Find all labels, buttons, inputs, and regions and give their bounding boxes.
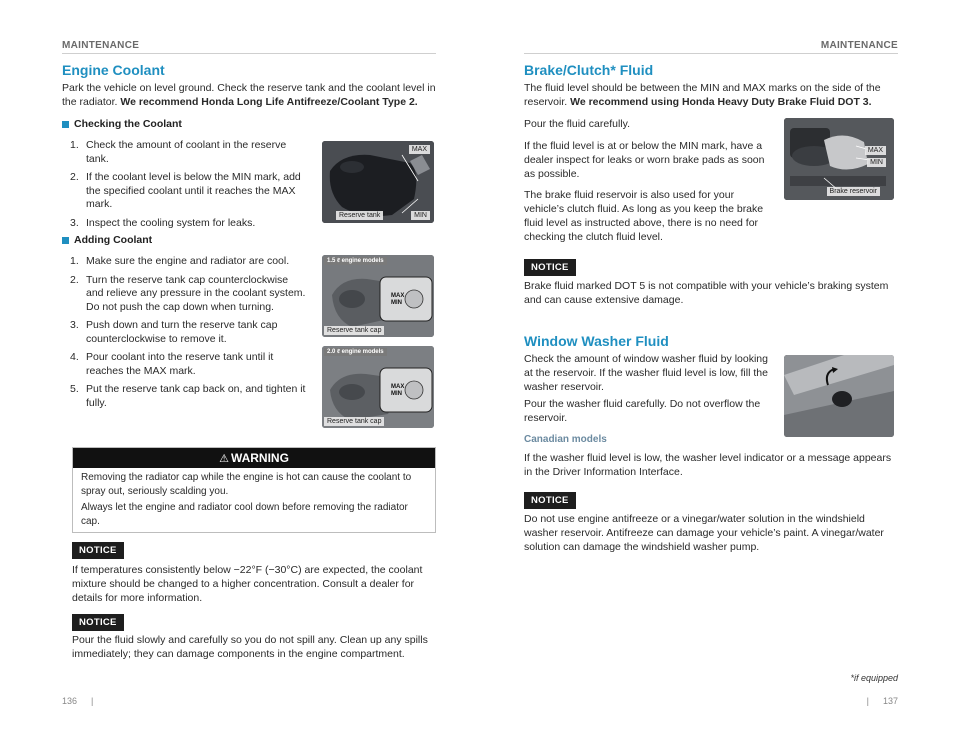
list-item: 3. Inspect the cooling system for leaks. xyxy=(70,216,256,229)
brake-clutch-text: The brake fluid reservoir is also used for your vehicle’s clutch fluid. As long as you keep the brake fluid level as instructed above, there is no need for checking the clutch fluid level. xyxy=(524,189,764,243)
warning-label: WARNING xyxy=(230,451,289,465)
engine-model-tag: 1.5 ℓ engine models xyxy=(324,257,387,265)
notice-badge: NOTICE xyxy=(524,492,576,509)
warning-text-1: Removing the radiator cap while the engine is hot can cause the coolant to spray out, seriously scalding you. xyxy=(81,472,412,497)
engine-coolant-title: Engine Coolant xyxy=(62,62,165,78)
reserve-tank-cap-illustration xyxy=(322,346,434,428)
brake-fluid-intro: The fluid level should be between the MIN and MAX marks on the side of the reservoir. We recommend using Honda Heavy Duty Brake Fluid DOT 3. xyxy=(524,82,881,108)
checking-coolant-heading: Checking the Coolant xyxy=(62,118,182,130)
washer-reservoir-illustration xyxy=(784,355,894,437)
notice-text-temperature: If temperatures consistently below −22°F (−30°C) are expected, the coolant mixture should be changed to a higher concentration. Consult a dealer for details for more information. xyxy=(72,564,423,604)
washer-reservoir-image xyxy=(784,355,894,437)
left-header-rule xyxy=(62,53,436,54)
reserve-tank-caption: Reserve tank xyxy=(336,211,383,220)
min-label: MIN xyxy=(867,158,886,167)
engine-model-tag: 2.0 ℓ engine models xyxy=(324,348,387,356)
warning-triangle-icon: ⚠ xyxy=(219,453,229,465)
list-item: 5. Put the reserve tank cap back on, and tighten it fully. xyxy=(70,383,306,409)
reserve-tank-cap-image-2 xyxy=(322,346,434,428)
section-bullet xyxy=(62,237,69,244)
list-item: 2. If the coolant level is below the MIN mark, add the specified coolant until it reaches the MAX mark. xyxy=(70,171,301,210)
reserve-tank-cap-illustration xyxy=(322,255,434,337)
min-label: MIN xyxy=(411,211,430,220)
reserve-tank-cap-caption: Reserve tank cap xyxy=(324,326,384,335)
brake-reservoir-caption: Brake reservoir xyxy=(827,187,880,196)
adding-steps-list xyxy=(62,255,306,415)
footnote: *if equipped xyxy=(850,673,898,683)
right-page-header: MAINTENANCE xyxy=(820,40,898,51)
brake-fluid-title: Brake/Clutch* Fluid xyxy=(524,62,654,78)
list-item: 4. Pour coolant into the reserve tank until it reaches the MAX mark. xyxy=(70,351,274,377)
engine-coolant-intro: Park the vehicle on level ground. Check the reserve tank and the coolant level in the radiator. We recommend Honda Long Life Antifreeze/Coolant Type 2. xyxy=(62,82,436,108)
washer-pour-text: Pour the washer fluid carefully. Do not overflow the reservoir. xyxy=(524,398,761,424)
checking-steps-list xyxy=(62,139,302,235)
notice-text-spills: Pour the fluid slowly and carefully so you do not spill any. Clean up any spills immediately; they can damage components in the engine compartment. xyxy=(72,634,428,660)
reserve-tank-image xyxy=(322,141,434,223)
max-label: MAX xyxy=(391,293,405,299)
notice-badge: NOTICE xyxy=(72,542,124,559)
list-item: 3. Push down and turn the reserve tank cap counterclockwise to remove it. xyxy=(70,319,278,345)
list-item: 2. Turn the reserve tank cap counterclockwise and relieve any pressure in the coolant system. Do not push the cap down when turning. xyxy=(70,273,306,313)
warning-text-2: Always let the engine and radiator cool down before removing the radiator cap. xyxy=(81,502,408,527)
max-label: MAX xyxy=(409,145,430,154)
left-page-number: 136 | xyxy=(62,696,94,706)
warning-header xyxy=(73,448,435,468)
max-label: MAX xyxy=(391,384,405,390)
min-label: MIN xyxy=(391,391,402,397)
brake-pour-carefully: Pour the fluid carefully. xyxy=(524,118,631,130)
brake-reservoir-image xyxy=(784,118,894,200)
right-page-number: | 137 xyxy=(866,696,898,706)
reserve-tank-cap-caption: Reserve tank cap xyxy=(324,417,384,426)
notice-text-dot5: Brake fluid marked DOT 5 is not compatible with your vehicle’s braking system and can cause extensive damage. xyxy=(524,280,889,306)
max-label: MAX xyxy=(865,146,886,155)
list-item: 1. Make sure the engine and radiator are cool. xyxy=(70,255,290,267)
min-label: MIN xyxy=(391,300,402,306)
canadian-models-label: Canadian models xyxy=(524,434,607,445)
notice-badge: NOTICE xyxy=(72,614,124,631)
warning-box xyxy=(72,447,436,533)
right-header-rule xyxy=(524,53,898,54)
washer-indicator-text: If the washer fluid level is low, the washer level indicator or a message appears in the Driver Information Interface. xyxy=(524,452,892,478)
list-item: 1. Check the amount of coolant in the reserve tank. xyxy=(70,139,287,165)
adding-coolant-heading: Adding Coolant xyxy=(62,234,152,246)
section-bullet xyxy=(62,121,69,128)
left-page-header: MAINTENANCE xyxy=(62,40,140,51)
notice-text-antifreeze: Do not use engine antifreeze or a vinegar/water solution in the windshield washer reservoir. Antifreeze can damage your vehicle’s paint. A vinegar/water solution can damage the windshield washer pump. xyxy=(524,513,884,553)
window-washer-title: Window Washer Fluid xyxy=(524,333,669,349)
notice-badge: NOTICE xyxy=(524,259,576,276)
washer-check-text: Check the amount of window washer fluid by looking at the reservoir. If the washer fluid level is low, fill the washer reservoir. xyxy=(524,353,768,393)
reserve-tank-cap-image-1 xyxy=(322,255,434,337)
brake-min-mark-text: If the fluid level is at or below the MIN mark, have a dealer inspect for leaks or worn brake pads as soon as possible. xyxy=(524,140,765,180)
